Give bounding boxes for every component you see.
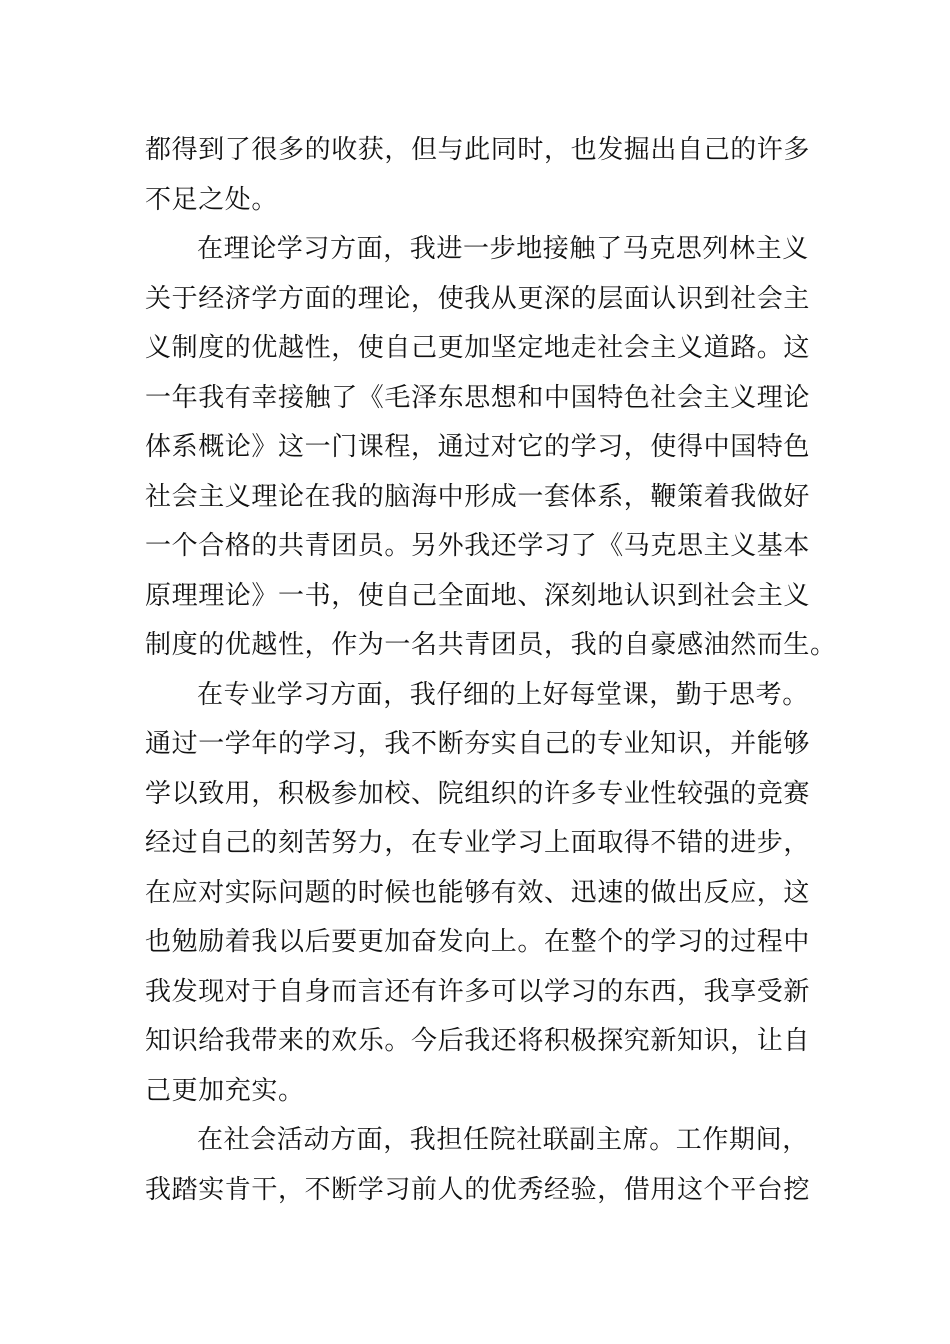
text-line: 知识给我带来的欢乐。今后我还将积极探究新知识，让自	[145, 1026, 811, 1056]
text-line: 通过一学年的学习，我不断夯实自己的专业知识，并能够	[145, 729, 811, 759]
document-body	[145, 126, 837, 1215]
text-line: 在应对实际问题的时候也能够有效、迅速的做出反应，这	[145, 877, 811, 908]
text-line: 在社会活动方面，我担任院社联副主席。工作期间，	[197, 1125, 809, 1155]
text-line: 在理论学习方面，我进一步地接触了马克思列林主义	[197, 234, 809, 264]
text-line: 关于经济学方面的理论，使我从更深的层面认识到社会主	[145, 283, 811, 314]
text-line: 学以致用，积极参加校、院组织的许多专业性较强的竞赛	[145, 778, 811, 809]
text-line: 制度的优越性，作为一名共青团员，我的自豪感油然而生。	[145, 630, 837, 660]
paragraph	[145, 1116, 815, 1215]
text-line: 社会主义理论在我的脑海中形成一套体系，鞭策着我做好	[145, 481, 811, 512]
paragraph	[145, 225, 837, 671]
text-line: 不足之处。	[145, 184, 279, 215]
text-line: 一个合格的共青团员。另外我还学习了《马克思主义基本	[145, 531, 811, 561]
text-line: 一年我有幸接触了《毛泽东思想和中国特色社会主义理论	[145, 382, 811, 413]
text-line: 己更加充实。	[145, 1075, 305, 1106]
text-line: 在专业学习方面，我仔细的上好每堂课，勤于思考。	[197, 679, 809, 710]
text-line: 原理理论》一书，使自己全面地、深刻地认识到社会主义	[145, 580, 811, 611]
paragraph	[145, 126, 815, 225]
text-line: 我踏实肯干，不断学习前人的优秀经验，借用这个平台挖	[145, 1174, 811, 1205]
paragraph	[145, 671, 815, 1117]
text-line: 义制度的优越性，使自己更加坚定地走社会主义道路。这	[145, 333, 811, 363]
text-line: 经过自己的刻苦努力，在专业学习上面取得不错的进步，	[145, 828, 811, 858]
text-line: 都得到了很多的收获，但与此同时，也发掘出自己的许多	[145, 135, 811, 165]
text-line: 我发现对于自身而言还有许多可以学习的东西，我享受新	[145, 976, 811, 1007]
text-line: 也勉励着我以后要更加奋发向上。在整个的学习的过程中	[145, 927, 811, 957]
text-line: 体系概论》这一门课程，通过对它的学习，使得中国特色	[145, 432, 811, 462]
